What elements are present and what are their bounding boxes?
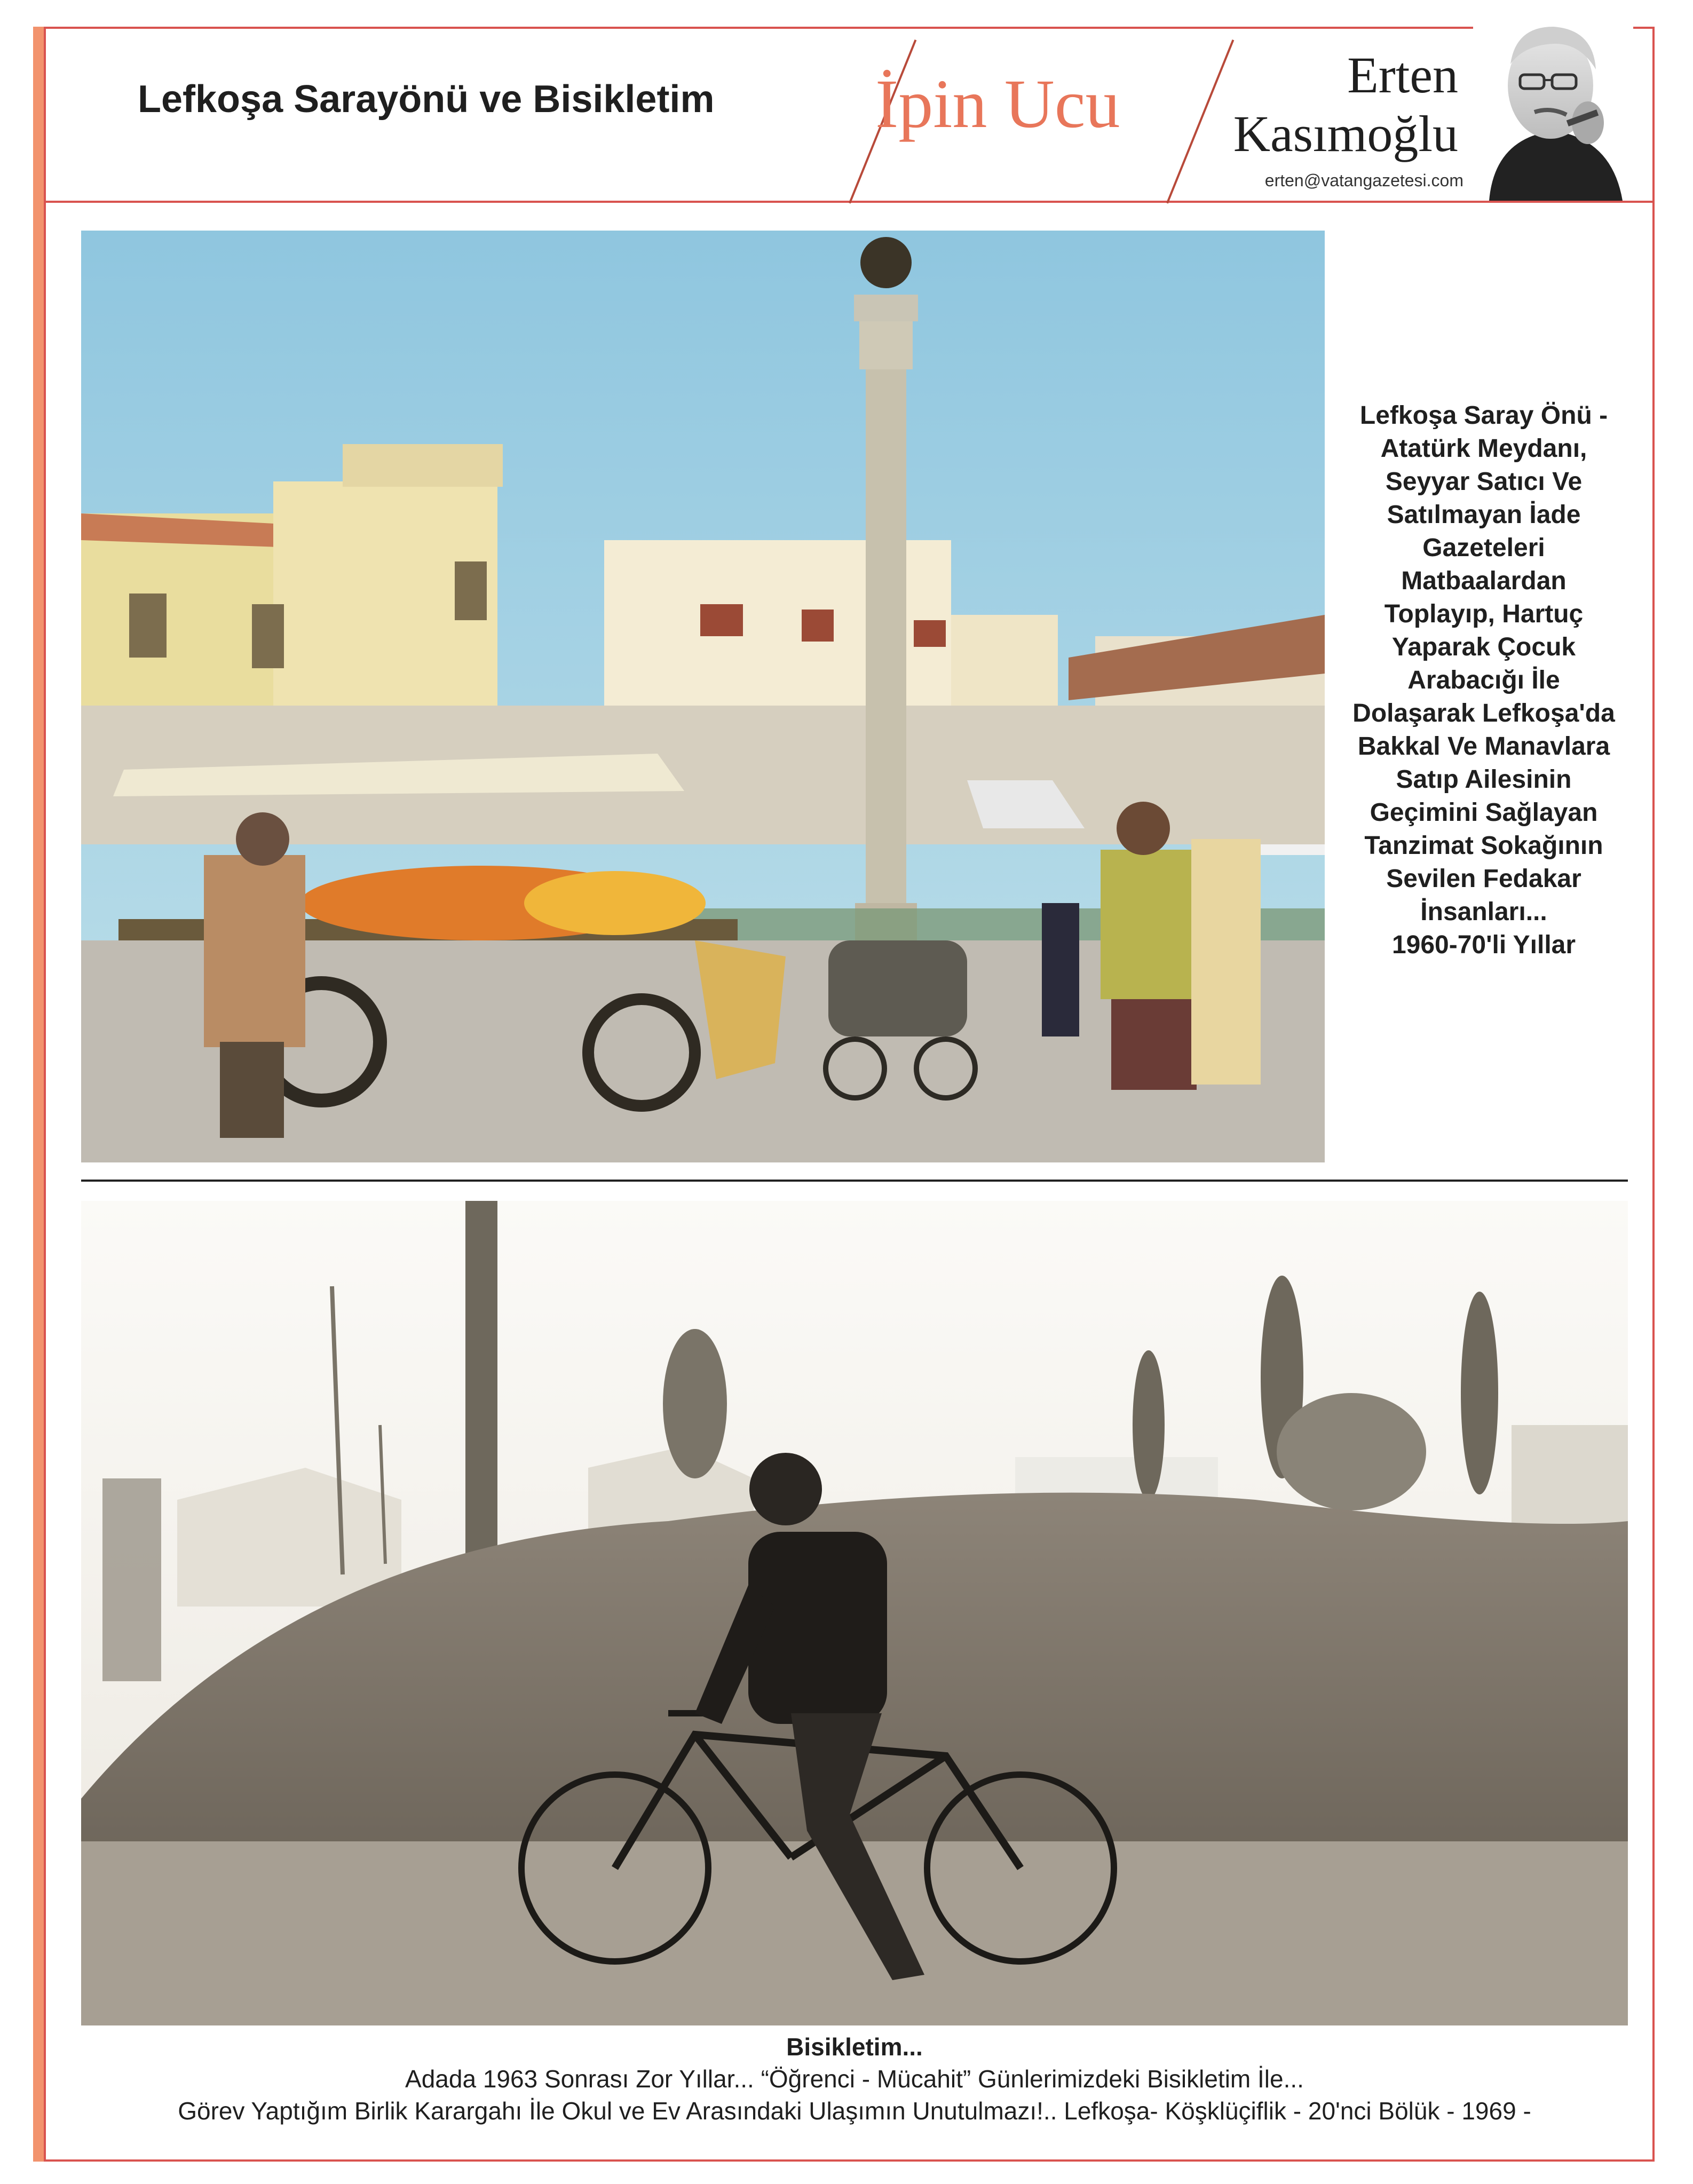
top-photo (81, 231, 1325, 1162)
headline: Lefkoşa Sarayönü ve Bisikletim (138, 78, 715, 121)
side-caption-line: Yaparak Çocuk (1391, 633, 1576, 661)
side-caption-line: Bakkal Ve Manavlara (1357, 732, 1610, 761)
side-caption-line: Matbaalardan (1401, 567, 1567, 595)
side-caption-line: 1960-70'li Yıllar (1391, 931, 1576, 959)
side-caption-line: Dolaşarak Lefkoşa'da (1352, 699, 1615, 727)
boy-bicycle-photo-icon (81, 1201, 1628, 2025)
side-caption-line: İnsanları... (1420, 898, 1547, 926)
side-caption-line: Arabacığı İle (1407, 666, 1560, 694)
market-square-photo-icon (81, 231, 1325, 1162)
side-caption-line: Atatürk Meydanı, (1380, 434, 1587, 463)
side-caption-line: Lefkoşa Saray Önü - (1359, 401, 1608, 430)
side-caption-line: Satıp Ailesinin (1396, 765, 1572, 794)
side-caption-line: Tanzimat Sokağının (1364, 832, 1603, 860)
author-last-name: Kasımoğlu (1233, 105, 1458, 162)
column-name: İpin Ucu (875, 66, 1120, 143)
side-caption-line: Toplayıp, Hartuç (1384, 600, 1584, 628)
bottom-caption-line-1: Adada 1963 Sonrası Zor Yıllar... “Öğrenci - Mücahit” Günlerimizdeki Bisikletim İle... (405, 2065, 1304, 2093)
bottom-caption-title: Bisikletim... (786, 2033, 923, 2061)
author-first-name: Erten (1347, 46, 1458, 104)
bottom-photo (81, 1201, 1628, 2025)
bottom-caption-line-2: Görev Yaptığım Birlik Karargahı İle Okul ve Ev Arasındaki Ulaşımın Unutulmazı!.. Lefkoşa- Köşklüçiflik - 20'nci Bölük - 1969 - (178, 2097, 1531, 2125)
author-email: erten@vatangazetesi.com (1264, 171, 1463, 190)
bottom-caption (81, 2031, 1628, 2127)
side-caption-line: Seyyar Satıcı Ve (1385, 468, 1583, 496)
section-divider (81, 1180, 1628, 1182)
side-caption-line: Geçimini Sağlayan (1370, 798, 1598, 827)
side-caption (1334, 399, 1633, 962)
author-portrait-icon (1473, 5, 1633, 201)
side-caption-line: Sevilen Fedakar (1386, 865, 1581, 893)
side-caption-line: Gazeteleri (1422, 534, 1545, 562)
side-caption-line: Satılmayan İade (1387, 501, 1581, 529)
accent-bar (33, 27, 44, 2162)
